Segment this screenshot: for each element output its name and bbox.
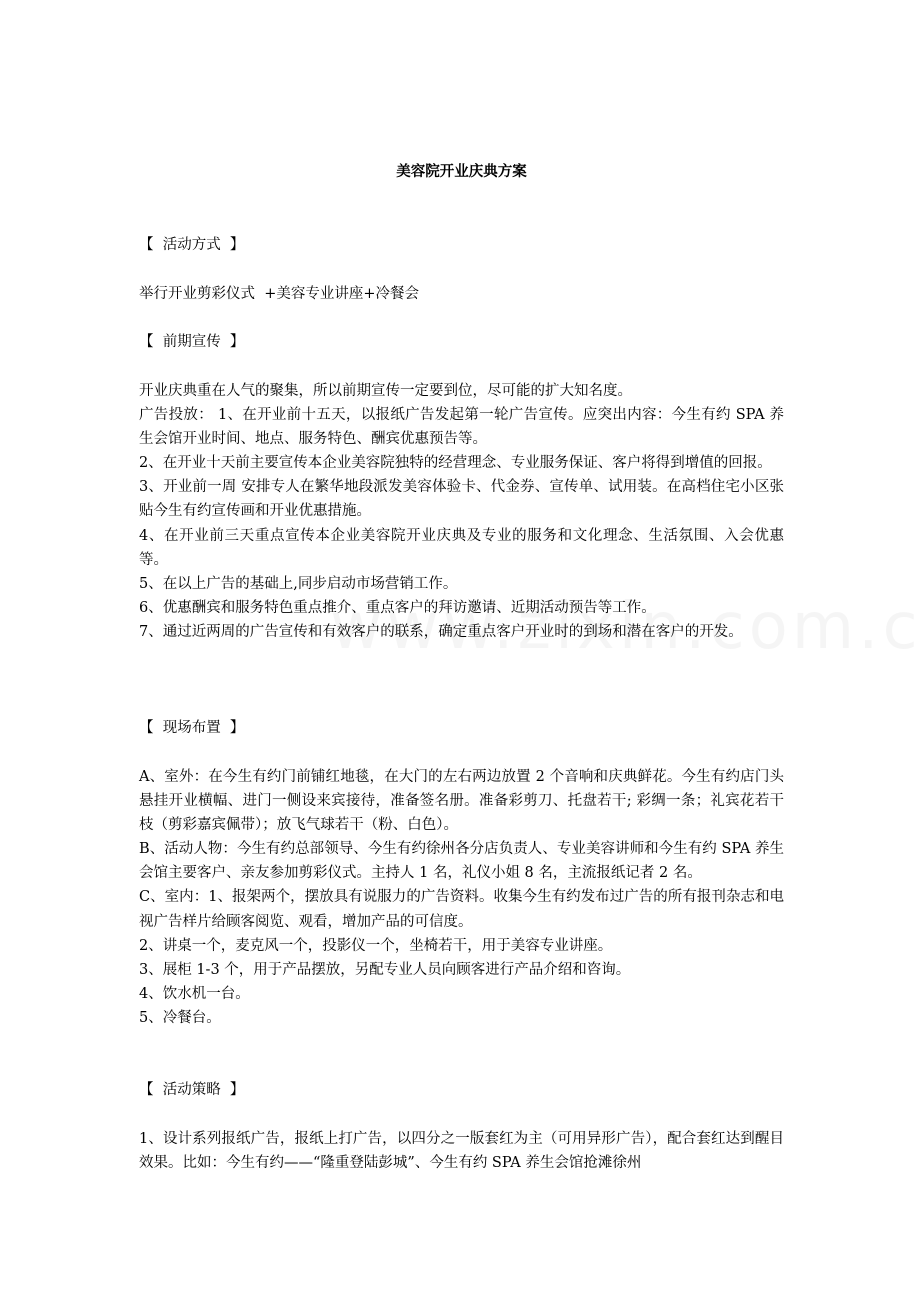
paragraph: 广告投放： 1、在开业前十五天，以报纸广告发起第一轮广告宣传。应突出内容：今生有约 SPA 养生会馆开业时间、地点、服务特色、酬宾优惠预告等。 (139, 407, 784, 448)
paragraph: 7、通过近两周的广告宣传和有效客户的联系，确定重点客户开业时的到场和潜在客户的开发。 (139, 623, 743, 640)
paragraph: A、室外：在今生有约门前铺红地毯，在大门的左右两边放置 2 个音响和庆典鲜花。今生有约店门头悬挂开业横幅、进门一侧设来宾接待，准备签名册。准备彩剪刀、托盘若干; 彩绸一条；礼宾花若干枝（剪彩嘉宾佩带）；放飞气球若干（粉、白色）。 (139, 769, 784, 834)
section-heading-strategy: 【 活动策略 】 (139, 1082, 245, 1098)
paragraph: 2、讲桌一个，麦克风一个，投影仪一个，坐椅若干，用于美容专业讲座。 (139, 937, 613, 954)
section-heading-promotion: 【 前期宣传 】 (139, 334, 245, 350)
paragraph: 5、在以上广告的基础上,同步启动市场营销工作。 (139, 575, 458, 592)
paragraph: 6、优惠酬宾和服务特色重点推介、重点客户的拜访邀请、近期活动预告等工作。 (139, 599, 656, 616)
section-heading-venue-setup: 【 现场布置 】 (139, 720, 245, 736)
paragraph: 3、展柜 1-3 个，用于产品摆放，另配专业人员向顾客进行产品介绍和咨询。 (139, 961, 631, 978)
paragraph: C、室内：1、报架两个，摆放具有说服力的广告资料。收集今生有约发布过广告的所有报刊杂志和电视广告样片给顾客阅览、观看，增加产品的可信度。 (139, 889, 784, 930)
section-body-activity-format (139, 282, 784, 306)
paragraph: 3、开业前一周 安排专人在繁华地段派发美容体验卡、代金券、宣传单、试用装。在高档住宅小区张贴今生有约宣传画和开业优惠措施。 (139, 479, 784, 520)
section-heading-activity-format: 【 活动方式 】 (139, 237, 245, 253)
document-title: 美容院开业庆典方案 (396, 163, 527, 180)
paragraph: 举行开业剪彩仪式 +美容专业讲座+冷餐会 (139, 286, 420, 302)
paragraph: 2、在开业十天前主要宣传本企业美容院独特的经营理念、专业服务保证、客户将得到增值的回报。 (139, 455, 772, 472)
section-body-promotion (139, 379, 784, 644)
section-body-strategy (139, 1127, 784, 1175)
paragraph: 4、饮水机一台。 (139, 985, 250, 1002)
paragraph: 开业庆典重在人气的聚集，所以前期宣传一定要到位，尽可能的扩大知名度。 (139, 383, 632, 399)
paragraph: 5、冷餐台。 (139, 1009, 221, 1026)
paragraph: 4、在开业前三天重点宣传本企业美容院开业庆典及专业的服务和文化理念、生活氛围、入会优惠等。 (139, 527, 784, 568)
paragraph: 1、设计系列报纸广告，报纸上打广告，以四分之一版套红为主（可用异形广告），配合套红达到醒目效果。比如：今生有约——“隆重登陆彭城”、今生有约 SPA 养生会馆抢滩徐州 (139, 1131, 784, 1172)
paragraph: B、活动人物：今生有约总部领导、今生有约徐州各分店负责人、专业美容讲师和今生有约 SPA 养生会馆主要客户、亲友参加剪彩仪式。主持人 1 名，礼仪小姐 8 名，主流报纸记者 2 名。 (139, 841, 784, 882)
section-body-venue-setup (139, 765, 784, 1030)
